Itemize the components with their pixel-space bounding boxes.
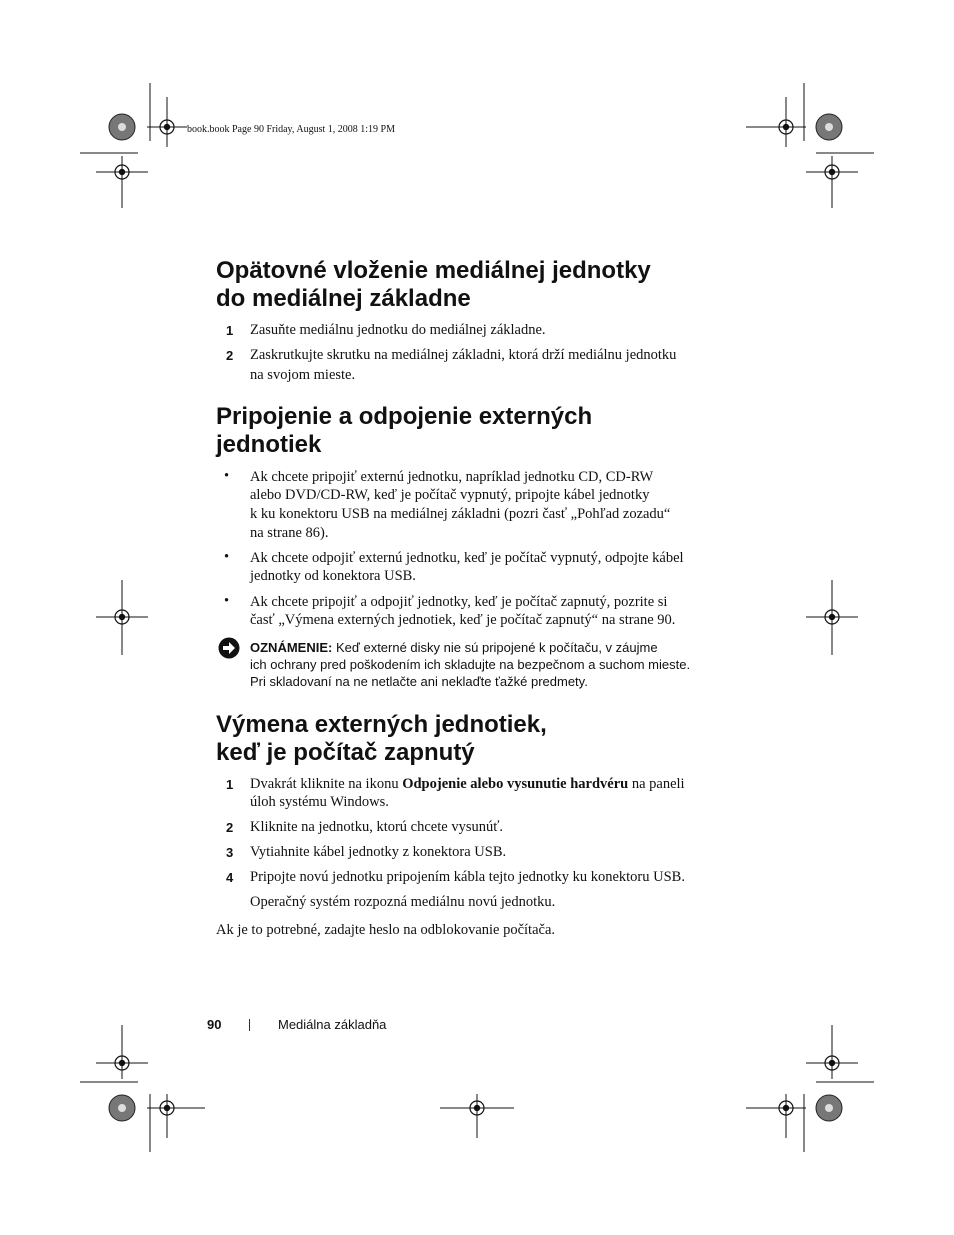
bullet-icon: • [224, 549, 230, 565]
closing-paragraph: Ak je to potrebné, zadajte heslo na odblokovanie počítača. [216, 922, 556, 938]
title-line: do mediálnej základne [216, 285, 471, 312]
step-number: 3 [226, 845, 234, 860]
step-note: Operačný systém rozpozná mediálnu novú jednotku. [250, 894, 556, 910]
step-number: 2 [226, 348, 234, 363]
notice-label: OZNÁMENIE: [250, 640, 333, 655]
step-text: na svojom mieste. [250, 367, 356, 383]
notice-icon [218, 637, 240, 659]
step-text: Pripojte novú jednotku pripojením kábla tejto jednotky ku konektoru USB. [250, 869, 685, 885]
notice-text: Pri skladovaní na ne netlačte ani neklaďte ťažké predmety. [250, 674, 588, 689]
footer-section-title: Mediálna základňa [278, 1017, 387, 1032]
notice-text: ich ochrany pred poškodením ich skladujte na bezpečnom a suchom mieste. [250, 657, 691, 672]
title-line: Výmena externých jednotiek, [216, 711, 547, 738]
bullet-text: Ak chcete pripojiť externú jednotku, napríklad jednotku CD, CD-RW [250, 469, 654, 485]
step-text-pre: Dvakrát kliknite na ikonu [250, 776, 403, 792]
step-text: Zasuňte mediálnu jednotku do mediálnej základne. [250, 322, 546, 338]
notice-text: Keď externé disky nie sú pripojené k počítaču, v záujme [332, 640, 658, 655]
bullet-text: Ak chcete pripojiť a odpojiť jednotky, keď je počítač zapnutý, pozrite si [250, 594, 668, 610]
bullet-text: alebo DVD/CD-RW, keď je počítač vypnutý, pripojte kábel jednotky [250, 487, 650, 503]
bullet-icon: • [224, 468, 230, 484]
bullet-text: na strane 86). [250, 525, 329, 541]
title-line: jednotiek [216, 431, 322, 458]
step-text: Vytiahnite kábel jednotky z konektora USB. [250, 844, 507, 860]
title-line: Pripojenie a odpojenie externých [216, 403, 593, 430]
step-text [250, 776, 685, 793]
section-title-connect [216, 403, 592, 459]
title-line: keď je počítač zapnutý [216, 739, 475, 766]
hardware-icon-name: Odpojenie alebo vysunutie hardvéru [402, 776, 629, 792]
bullet-text: časť „Výmena externých jednotiek, keď je počítač zapnutý“ na strane 90. [250, 612, 676, 628]
bullet-text: k ku konektoru USB na mediálnej základni (pozri časť „Pohľad zozadu“ [250, 506, 671, 522]
print-header: book.book Page 90 Friday, August 1, 2008 1:19 PM [187, 124, 395, 135]
step-number: 1 [226, 323, 234, 338]
page-number: 90 [207, 1017, 222, 1032]
section-title-reinsert [216, 257, 651, 313]
step-text-post: na paneli [628, 776, 685, 792]
step-text: Zaskrutkujte skrutku na mediálnej základni, ktorá drží mediálnu jednotku [250, 347, 677, 363]
section-title-replace [216, 711, 547, 767]
bullet-icon: • [224, 593, 230, 609]
footer-divider [249, 1019, 250, 1031]
step-number: 4 [226, 870, 234, 885]
bullet-text: jednotky od konektora USB. [250, 568, 416, 584]
bullet-text: Ak chcete odpojiť externú jednotku, keď je počítač vypnutý, odpojte kábel [250, 550, 684, 566]
step-number: 1 [226, 777, 234, 792]
step-text: Kliknite na jednotku, ktorú chcete vysunúť. [250, 819, 504, 835]
step-number: 2 [226, 820, 234, 835]
notice-text-line1 [250, 640, 658, 655]
step-text: úloh systému Windows. [250, 794, 389, 810]
title-line: Opätovné vloženie mediálnej jednotky [216, 257, 651, 284]
